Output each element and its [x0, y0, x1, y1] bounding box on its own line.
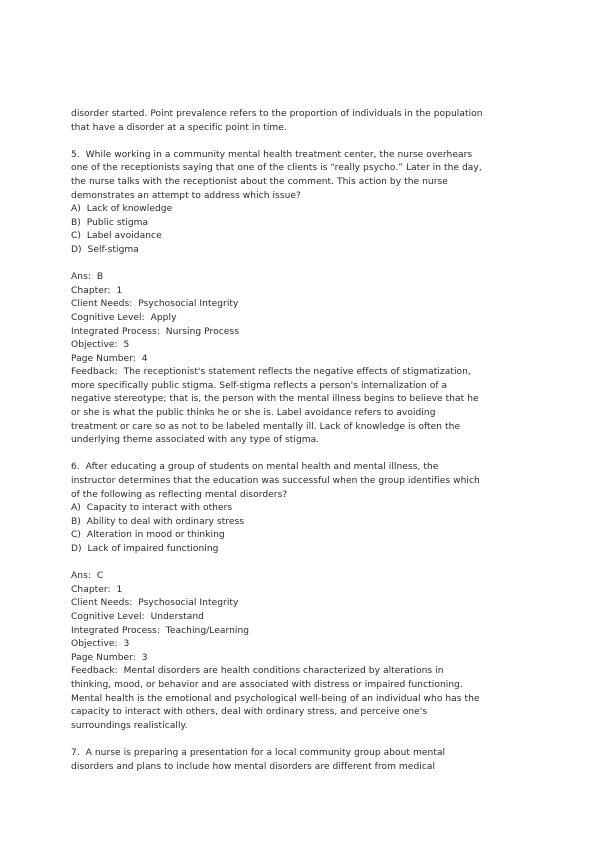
page-number-value: Page Number: 4	[71, 353, 148, 364]
question-stem-line: 7. A nurse is preparing a presentation for a local community group about mental	[71, 747, 446, 758]
cognitive-level-value: Cognitive Level: Apply	[71, 312, 177, 323]
paragraph-line: disorder started. Point prevalence refers to the proportion of individuals in the population	[71, 109, 483, 119]
feedback-line: Feedback: Mental disorders are health conditions characterized by alterations in	[71, 666, 444, 677]
option-b: B) Public stigma	[71, 217, 149, 228]
question-6-feedback	[71, 665, 537, 733]
client-needs-value: Client Needs: Psychosocial Integrity	[71, 598, 239, 609]
question-6-options	[71, 502, 537, 556]
question-stem-line: 5. While working in a community mental health treatment center, the nurse overhears	[71, 149, 473, 160]
continued-paragraph	[71, 108, 537, 135]
feedback-line: surroundings realistically.	[71, 720, 188, 731]
question-5-options	[71, 203, 537, 257]
question-stem-line: the nurse talks with the receptionist about the comment. This action by the nurse	[71, 176, 448, 187]
question-5-answer-block	[71, 271, 537, 366]
paragraph-gap	[71, 557, 537, 571]
objective-value: Objective: 3	[71, 639, 130, 650]
feedback-line: Feedback: The receptionist's statement reflects the negative effects of stigmatization,	[71, 367, 471, 378]
integrated-process-value: Integrated Process: Nursing Process	[71, 326, 239, 337]
question-stem-line: disorders and plans to include how mental disorders are different from medical	[71, 761, 436, 772]
paragraph-gap	[71, 448, 537, 462]
question-7-stem	[71, 747, 537, 774]
feedback-line: Mental health is the emotional and psychological well-being of an individual who has the	[71, 693, 480, 704]
feedback-line: more specifically public stigma. Self-stigma reflects a person's internalization of a	[71, 380, 448, 391]
feedback-line: or she is what the public thinks he or she is. Label avoidance refers to avoiding	[71, 408, 436, 419]
question-stem-line: of the following as reflecting mental disorders?	[71, 489, 288, 500]
client-needs-value: Client Needs: Psychosocial Integrity	[71, 299, 239, 310]
question-stem-line: demonstrates an attempt to address which issue?	[71, 190, 301, 201]
answer-value: Ans: C	[71, 571, 104, 582]
question-5-feedback	[71, 366, 537, 448]
answer-value: Ans: B	[71, 272, 104, 283]
question-stem-line: instructor determines that the education was successful when the group identifies which	[71, 476, 480, 487]
question-5-stem	[71, 149, 537, 203]
feedback-line: thinking, mood, or behavior and are associated with distress or impaired functioning.	[71, 679, 463, 690]
option-a: A) Lack of knowledge	[71, 204, 173, 215]
option-c: C) Alteration in mood or thinking	[71, 530, 225, 541]
chapter-value: Chapter: 1	[71, 584, 123, 595]
option-a: A) Capacity to interact with others	[71, 503, 233, 514]
chapter-value: Chapter: 1	[71, 285, 123, 296]
integrated-process-value: Integrated Process: Teaching/Learning	[71, 625, 250, 636]
option-d: D) Lack of impaired functioning	[71, 544, 219, 554]
option-d: D) Self-stigma	[71, 244, 139, 255]
page-number-value: Page Number: 3	[71, 652, 148, 663]
feedback-line: negative stereotype; that is, the person with the mental illness begins to believe that he	[71, 394, 479, 405]
option-c: C) Label avoidance	[71, 231, 162, 242]
paragraph-gap	[71, 733, 537, 747]
feedback-line: capacity to interact with others, deal with ordinary stress, and perceive one's	[71, 707, 428, 718]
cognitive-level-value: Cognitive Level: Understand	[71, 611, 204, 622]
feedback-line: underlying theme associated with any type of stigma.	[71, 435, 320, 446]
paragraph-gap	[71, 258, 537, 272]
option-b: B) Ability to deal with ordinary stress	[71, 516, 245, 527]
feedback-line: treatment or care so as not to be labeled mentally ill. Lack of knowledge is often the	[71, 421, 461, 432]
paragraph-gap	[71, 135, 537, 149]
question-stem-line: one of the receptionists saying that one of the clients is “really psycho.” Later in the day,	[71, 163, 482, 174]
question-6-answer-block	[71, 570, 537, 665]
page-text-column	[71, 108, 537, 774]
objective-value: Objective: 5	[71, 340, 130, 351]
question-stem-line: 6. After educating a group of students on mental health and mental illness, the	[71, 462, 439, 473]
question-6-stem	[71, 461, 537, 502]
paragraph-line: that have a disorder at a specific point in time.	[71, 122, 287, 133]
